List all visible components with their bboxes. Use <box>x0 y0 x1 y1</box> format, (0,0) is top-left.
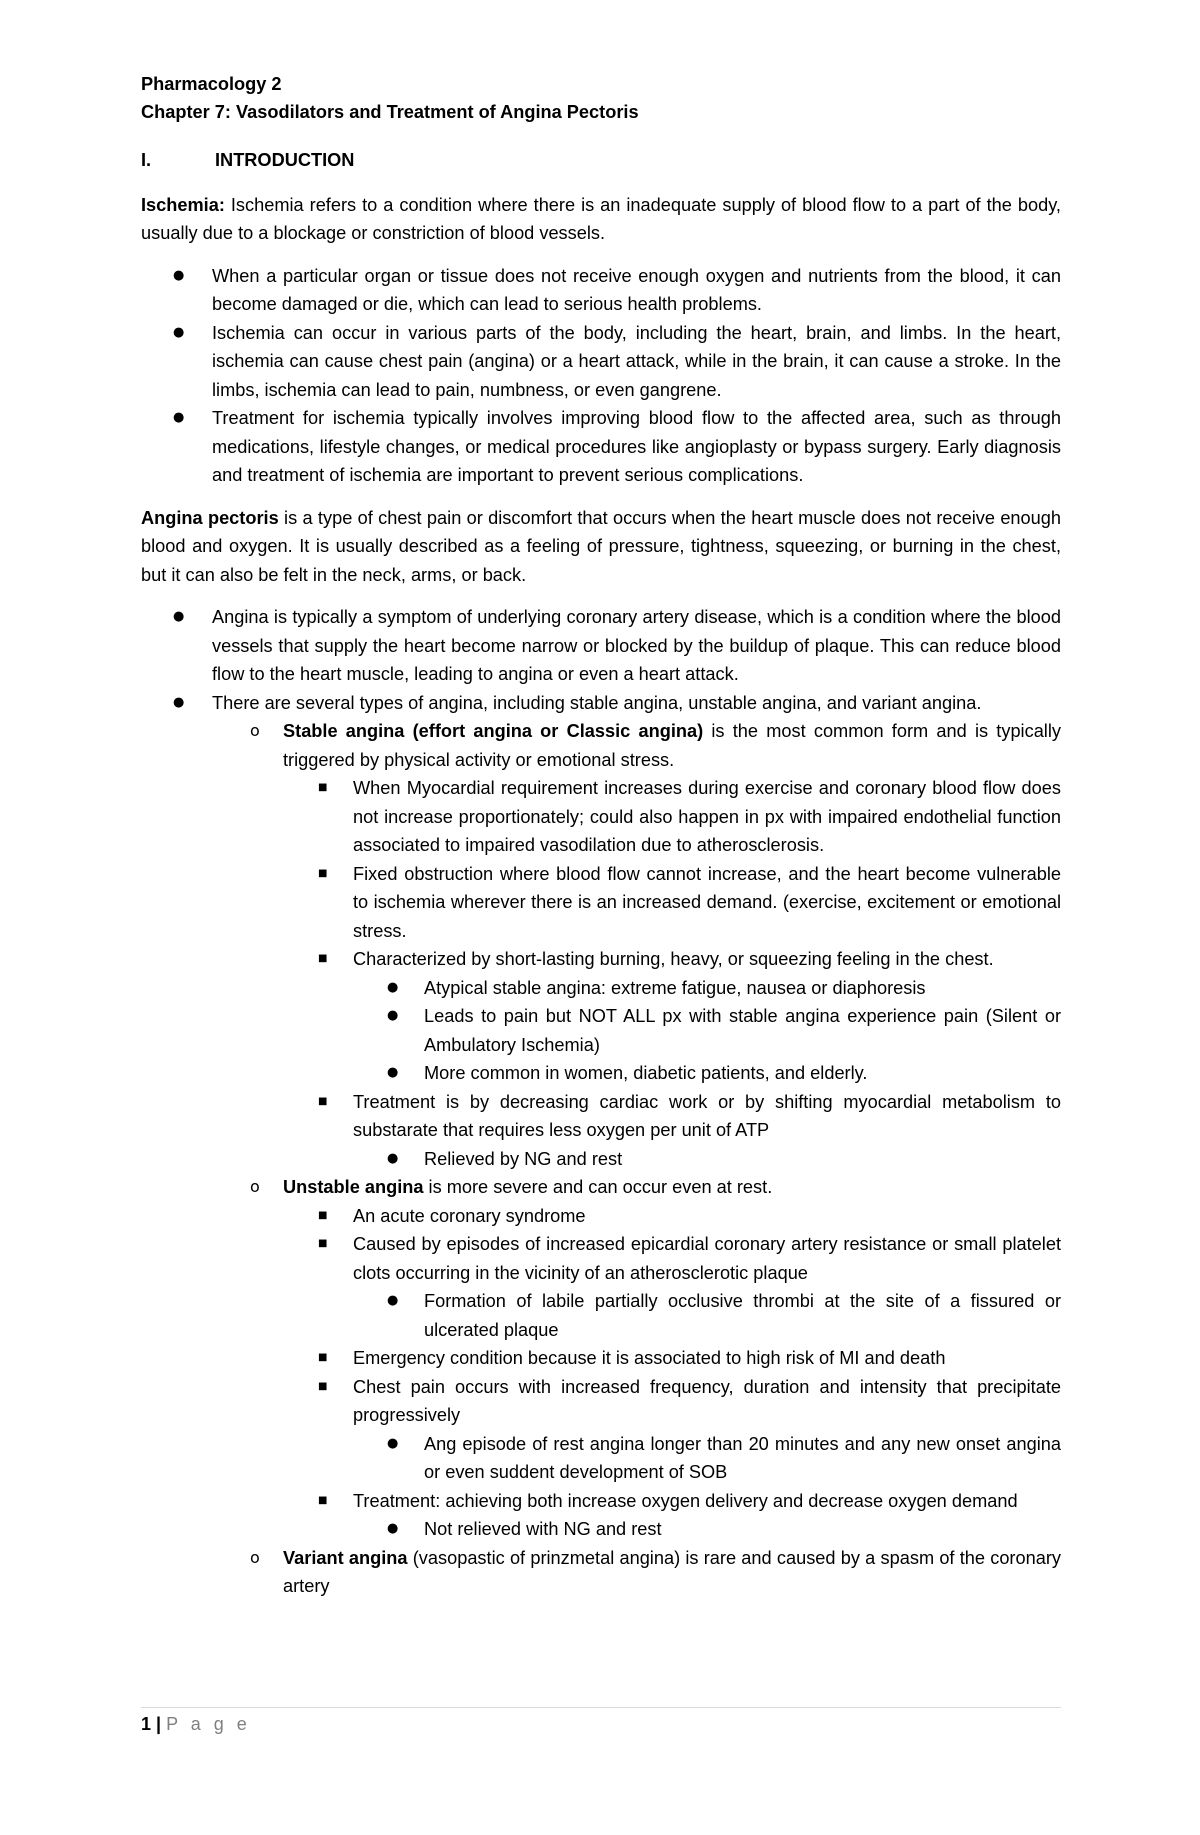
list-item <box>141 1373 1061 1430</box>
list-item <box>141 1430 1061 1487</box>
stable-angina-term: Stable angina (effort angina or Classic angina) <box>283 721 704 741</box>
list-item-text: Not relieved with NG and rest <box>424 1519 662 1539</box>
list-item <box>141 1145 1061 1174</box>
list-item <box>141 1287 1061 1344</box>
list-item-text: Treatment is by decreasing cardiac work or by shifting myocardial metabolism to substarate that requires less oxygen per unit of ATP <box>353 1091 1061 1140</box>
list-item-text: Angina is typically a symptom of underlying coronary artery disease, which is a condition where the blood vessels that supply the heart become narrow or blocked by the buildup of plaque. This can reduce blood flow to the heart muscle, leading to angina or even a heart attack. <box>212 607 1061 684</box>
bullet-icon: ● <box>173 609 185 624</box>
square-bullet-icon: ■ <box>318 1494 328 1506</box>
list-item-text: Treatment for ischemia typically involves improving blood flow to the affected area, such as through medications, lifestyle changes, or medical procedures like angioplasty or bypass surgery. Early diagnosis and treatment of ischemia are important to prevent serious complications. <box>212 408 1061 485</box>
list-item-text: When a particular organ or tissue does not receive enough oxygen and nutrients from the blood, it can become damaged or die, which can lead to serious health problems. <box>212 265 1061 314</box>
bullet-icon: ● <box>173 324 185 340</box>
square-bullet-icon: ■ <box>318 1209 328 1221</box>
list-item-text: When Myocardial requirement increases during exercise and coronary blood flow does not increase proportionately; could also happen in px with impaired endothelial function associated to impaired vasodilation due to atherosclerosis. <box>353 778 1061 855</box>
angina-definition-text: is a type of chest pain or discomfort that occurs when the heart muscle does not receive enough blood and oxygen. It is usually described as a feeling of pressure, tightness, squeezing, or burning in the chest, but it can also be felt in the neck, arms, or back. <box>141 507 1062 585</box>
circle-bullet-icon: o <box>250 1547 260 1567</box>
list-item <box>141 1515 1061 1544</box>
section-title: INTRODUCTION <box>215 150 355 170</box>
list-item <box>141 1088 1061 1145</box>
section-heading <box>141 146 1061 175</box>
square-bullet-icon: ■ <box>318 1095 328 1107</box>
circle-bullet-icon: o <box>250 721 260 740</box>
list-item <box>141 945 1061 974</box>
chapter-title: Chapter 7: Vasodilators and Treatment of Angina Pectoris <box>141 102 639 122</box>
ischemia-term: Ischemia: <box>141 194 225 215</box>
variant-angina-desc: (vasopastic of prinzmetal angina) is rare and caused by a spasm of the coronary artery <box>283 1547 1061 1596</box>
unstable-angina-term: Unstable angina <box>283 1177 424 1197</box>
list-item-text: Ischemia can occur in various parts of the body, including the heart, brain, and limbs. In the heart, ischemia can cause chest pain (angina) or a heart attack, while in the brain, it can cause a stroke. In the limbs, ischemia can lead to pain, numbness, or even gangrene. <box>212 322 1061 400</box>
bullet-icon: ● <box>387 1293 399 1308</box>
list-item <box>141 262 1061 319</box>
angina-definition <box>141 504 1061 590</box>
page-number: 1 <box>141 1714 152 1734</box>
list-item <box>141 1344 1061 1373</box>
bullet-icon: ● <box>387 1150 399 1166</box>
list-item-text: Relieved by NG and rest <box>424 1148 623 1169</box>
list-item-text: An acute coronary syndrome <box>353 1205 586 1226</box>
square-bullet-icon: ■ <box>318 1238 328 1249</box>
list-item-text: Atypical stable angina: extreme fatigue, nausea or diaphoresis <box>424 977 926 998</box>
bullet-icon: ● <box>173 694 185 710</box>
bullet-icon: ● <box>173 410 185 425</box>
list-item <box>141 1002 1061 1059</box>
bullet-icon: ● <box>387 1435 399 1451</box>
list-item <box>141 860 1061 946</box>
square-bullet-icon: ■ <box>318 782 328 793</box>
list-item-text: Treatment: achieving both increase oxygen delivery and decrease oxygen demand <box>353 1490 1018 1511</box>
square-bullet-icon: ■ <box>318 867 328 879</box>
bullet-icon: ● <box>387 1065 399 1080</box>
ischemia-definition-text: Ischemia refers to a condition where there is an inadequate supply of blood flow to a part of the body, usually due to a blockage or constriction of blood vessels. <box>141 194 1061 243</box>
section-number: I. <box>141 150 152 170</box>
unstable-angina-item <box>141 1173 1061 1202</box>
unstable-angina-desc: is more severe and can occur even at rest. <box>423 1177 773 1197</box>
variant-angina-term: Variant angina <box>283 1547 408 1568</box>
list-item-text: More common in women, diabetic patients, and elderly. <box>424 1063 868 1083</box>
list-item <box>141 603 1061 689</box>
list-item <box>141 774 1061 860</box>
document-page <box>141 70 1061 1601</box>
list-item <box>141 1202 1061 1231</box>
angina-bullets <box>141 603 1061 1601</box>
page-footer <box>141 1707 1061 1735</box>
course-title: Pharmacology 2 <box>141 74 282 94</box>
ischemia-bullets <box>141 262 1061 490</box>
list-item <box>141 1059 1061 1088</box>
list-item <box>141 404 1061 490</box>
bullet-icon: ● <box>173 267 185 283</box>
list-item-text: Ang episode of rest angina longer than 20 minutes and any new onset angina or even suddent development of SOB <box>424 1433 1061 1482</box>
bullet-icon: ● <box>387 1008 399 1023</box>
list-item-text: Leads to pain but NOT ALL px with stable angina experience pain (Silent or Ambulatory Ischemia) <box>424 1006 1061 1055</box>
angina-term: Angina pectoris <box>141 507 279 528</box>
bullet-icon: ● <box>387 1521 399 1536</box>
list-item <box>141 319 1061 405</box>
page-label: P a g e <box>166 1714 251 1734</box>
list-item-text: Chest pain occurs with increased frequency, duration and intensity that precipitate progressively <box>353 1376 1061 1425</box>
list-item-text: Formation of labile partially occlusive thrombi at the site of a fissured or ulcerated plaque <box>424 1291 1061 1340</box>
stable-angina-item <box>141 717 1061 774</box>
list-item <box>141 1487 1061 1516</box>
list-item-text: Characterized by short-lasting burning, heavy, or squeezing feeling in the chest. <box>353 949 994 969</box>
square-bullet-icon: ■ <box>318 1352 328 1363</box>
list-item <box>141 1230 1061 1287</box>
stable-angina-desc: is the most common form and is typically triggered by physical activity or emotional stress. <box>283 721 1061 770</box>
list-item-text: Fixed obstruction where blood flow cannot increase, and the heart become vulnerable to ischemia wherever there is an increased demand. (exercise, excitement or emotional stress. <box>353 863 1061 941</box>
bullet-icon: ● <box>387 979 399 995</box>
circle-bullet-icon: o <box>250 1177 260 1196</box>
square-bullet-icon: ■ <box>318 953 328 964</box>
footer-separator: | <box>156 1714 162 1734</box>
list-item <box>141 974 1061 1003</box>
ischemia-definition <box>141 191 1061 248</box>
list-item <box>141 689 1061 718</box>
variant-angina-item <box>141 1544 1061 1601</box>
list-item-text: Emergency condition because it is associated to high risk of MI and death <box>353 1348 946 1368</box>
list-item-text: Caused by episodes of increased epicardial coronary artery resistance or small platelet clots occurring in the vicinity of an atherosclerotic plaque <box>353 1234 1061 1283</box>
list-item-text: There are several types of angina, including stable angina, unstable angina, and variant angina. <box>212 692 982 713</box>
square-bullet-icon: ■ <box>318 1380 328 1392</box>
